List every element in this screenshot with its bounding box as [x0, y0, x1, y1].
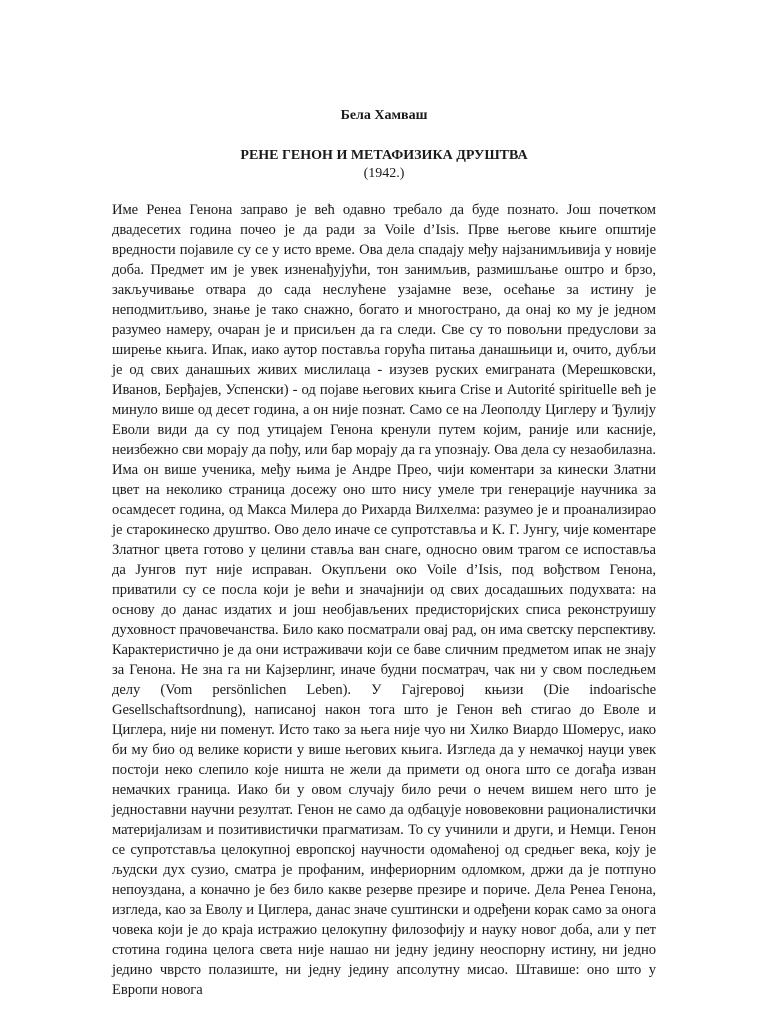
body-paragraph: Име Ренеа Генона заправо је већ одавно требало да буде познато. Још почетком двадесетих година почео је да ради за Voile d’Isis. Прве његове књиге општије вредности појавиле су се у исто време. Ова дела спадају међу најзанимљивија у новије доба. Предмет им је увек изненађујући, тон занимљив, размишљање оштро и брзо, закључивање отвара до сада неслућене узајамне везе, осећање за истину је неподмитљиво, знање је тако снажно, богато и многострано, да онај ко му је једном разумео намеру, очаран је и присиљен да га следи. Све су то повољни предуслови за ширење књига. Ипак, иако аутор поставља горућа питања данашњици и, очито, дубљи је од свих данашњих живих мислилаца - изузев руских емиграната (Мерешковски, Иванов, Берђајев, Успенски) - од појаве његових књига Crise и Autorité spirituelle већ је минуло више од десет година, а он није познат. Само се на Леополду Циглеру и Ђулију Еволи види да су под утицајем Генона кренули путем којим, раније или касније, неизбежно сви морају да пођу, или бар морају да га упознају. Ова дела су незаобилазна. Има он више ученика, међу њима је Андре Прео, чији коментари за кинески Златни цвет на неколико страница досежу оно што нису умеле три генерације научника за осамдесет година, од Макса Милера до Рихарда Вилхелма: разумео је и проанализирао је старокинеско друштво. Ово дело иначе се супротставља и К. Г. Јунгу, чије коментаре Златног цвета готово у целини ставља ван снаге, односно овим трагом се испоставља да Јунгов пут није исправан. Окупљени око Voile d’Isis, под вођством Генона, приватили су се посла који је већи и значајнији од свих досадашњих подухвата: на основу до данас издатих и још необјављених предисторијских списа реконструишу духовност прачовечанства. Било како посматрали овај рад, он има светску перспективу. Карактеристично је да они истраживачи који се баве сличним предметом ипак не знају за Генона. Не зна га ни Кајзерлинг, иначе будни посматрач, чак ни у свом последњем делу (Vom persönlichen Leben). У Гајгеровој књизи (Die indoarische Gesellschaftsordnung), написаној након тога што је Генон већ стигао до Еволе и Циглера, није ни поменут. Исто тако за њега није чуо ни Хилко Виардо Шомерус, иако би му био од велике користи у више његових књига. Изгледа да у немачкој науци увек постоји неко слепило које ништа не жели да примети од онога што се догађа изван немачких граница. Иако би у овом случају било речи о нечем вишем него што је једноставни научни резултат. Генон не само да одбацује нововековни рационалистички материјализам и позитивистички прагматизам. То су учинили и други, и Немци. Генон се супротставља целокупној европској научности одомаћеној од средњег века, коју је људски дух сузио, сматра је профаним, инфериорним одломком, држи да је потпуно непоуздана, а коначно је без било какве резерве презире и пориче. Дела Ренеа Генона, изгледа, као за Еволу и Циглера, данас значе суштински и одређени корак само за онога човека који је до краја истражио целокупну филозофију и науку новог доба, али у пет стотина година целога света није нашао ни једну једину неоспорну истину, ни једно једино чврсто полазиште, ни једну једину апсолутну мисао. Штавише: оно што у Европи новога [112, 202, 656, 998]
document-title: РЕНЕ ГЕНОН И МЕТАФИЗИКА ДРУШТВА [240, 148, 528, 163]
author-name: Бела Хамваш [340, 108, 428, 123]
document-year: (1942.) [363, 166, 405, 181]
